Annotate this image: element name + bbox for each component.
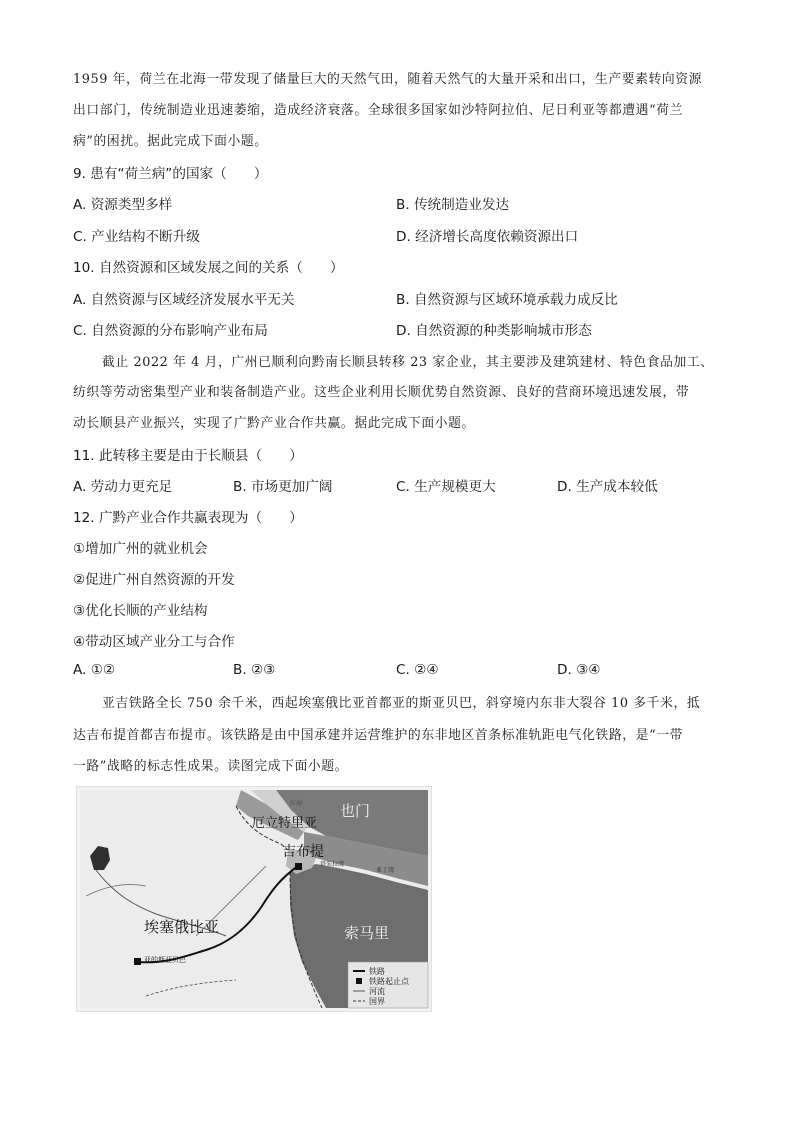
legend-endpoint: 铁路起止点 [369, 977, 409, 986]
passage2-line1: 截止 2022 年 4 月，广州已顺利向黔南长顺县转移 23 家企业，其主要涉及建筑建材、特色食品加工、 [102, 355, 714, 370]
question-12-option-c[interactable]: C. ②④ [396, 662, 439, 678]
question-10-option-b[interactable]: B. 自然资源与区域环境承载力成反比 [396, 292, 618, 308]
question-9-stem: 9. 患有“荷兰病”的国家（ ） [73, 166, 268, 182]
railway-map [76, 786, 432, 1012]
label-gulf-aden: 亚丁湾 [376, 867, 395, 874]
label-ethiopia: 埃塞俄比亚 [144, 918, 220, 936]
question-11-option-d[interactable]: D. 生产成本较低 [557, 479, 658, 495]
question-11-option-a[interactable]: A. 劳动力更充足 [73, 479, 173, 495]
question-12-statement-3: ③优化长顺的产业结构 [73, 603, 208, 619]
label-red-sea: 红海 [290, 800, 303, 807]
question-12-stem: 12. 广黔产业合作共赢表现为（ ） [73, 510, 303, 526]
passage1-line3: 病”的困扰。据此完成下面小题。 [73, 134, 268, 149]
label-yemen: 也门 [340, 802, 371, 820]
passage1-line2: 出口部门，传统制造业迅速萎缩，造成经济衰落。全球很多国家如沙特阿拉伯、尼日利亚等都遭遇“荷兰 [73, 103, 684, 118]
question-12-statement-2: ②促进广州自然资源的开发 [73, 572, 235, 588]
question-12-option-a[interactable]: A. ①② [73, 662, 116, 678]
railway-end-point [295, 863, 302, 870]
question-12-option-b[interactable]: B. ②③ [233, 662, 276, 678]
question-11-option-c[interactable]: C. 生产规模更大 [396, 479, 496, 495]
question-9-option-a[interactable]: A. 资源类型多样 [73, 197, 173, 213]
map-legend [348, 962, 428, 1008]
passage3-line1: 亚吉铁路全长 750 余千米，西起埃塞俄比亚首都亚的斯亚贝巴，斜穿境内东非大裂谷 10 多千米，抵 [102, 696, 701, 711]
question-11-option-b[interactable]: B. 市场更加广阔 [233, 479, 333, 495]
legend-border: 国界 [369, 997, 385, 1006]
question-10-option-d[interactable]: D. 自然资源的种类影响城市形态 [396, 323, 592, 339]
label-gulf-tadjoura: 塔朱拉湾 [320, 861, 345, 868]
question-12-option-d[interactable]: D. ③④ [557, 662, 601, 678]
passage3-line3: 一路”战略的标志性成果。读图完成下面小题。 [73, 759, 349, 774]
legend-endpoint-symbol [356, 978, 362, 984]
question-9-option-c[interactable]: C. 产业结构不断升级 [73, 229, 200, 245]
passage2-line3: 动长顺县产业振兴，实现了广黔产业合作共赢。据此完成下面小题。 [73, 416, 475, 431]
question-12-statement-1: ①增加广州的就业机会 [73, 541, 208, 557]
label-somalia: 索马里 [344, 924, 390, 942]
passage2-line2: 纺织等劳动密集型产业和装备制造产业。这些企业利用长顺优势自然资源、良好的营商环境迅速发展，带 [73, 385, 690, 400]
label-eritrea: 厄立特里亚 [252, 816, 318, 831]
label-addis-ababa: 亚的斯亚贝巴 [144, 956, 186, 964]
passage1-line1: 1959 年，荷兰在北海一带发现了储量巨大的天然气田，随着天然气的大量开采和出口，生产要素转向资源 [73, 72, 703, 87]
question-11-stem: 11. 此转移主要是由于长顺县（ ） [73, 448, 303, 464]
legend-river: 河流 [369, 987, 385, 996]
railway-start-point [134, 958, 141, 965]
question-9-option-b[interactable]: B. 传统制造业发达 [396, 197, 510, 213]
label-djibouti: 吉布提 [282, 844, 324, 860]
question-12-statement-4: ④带动区域产业分工与合作 [73, 634, 235, 650]
passage3-line2: 达吉布提首都吉布提市。该铁路是由中国承建并运营维护的东非地区首条标准轨距电气化铁路，是“一带 [73, 728, 684, 743]
question-10-option-a[interactable]: A. 自然资源与区域经济发展水平无关 [73, 292, 295, 308]
question-10-option-c[interactable]: C. 自然资源的分布影响产业布局 [73, 323, 268, 339]
question-9-option-d[interactable]: D. 经济增长高度依赖资源出口 [396, 229, 579, 245]
question-10-stem: 10. 自然资源和区域发展之间的关系（ ） [73, 260, 344, 276]
legend-railway: 铁路 [369, 967, 385, 976]
